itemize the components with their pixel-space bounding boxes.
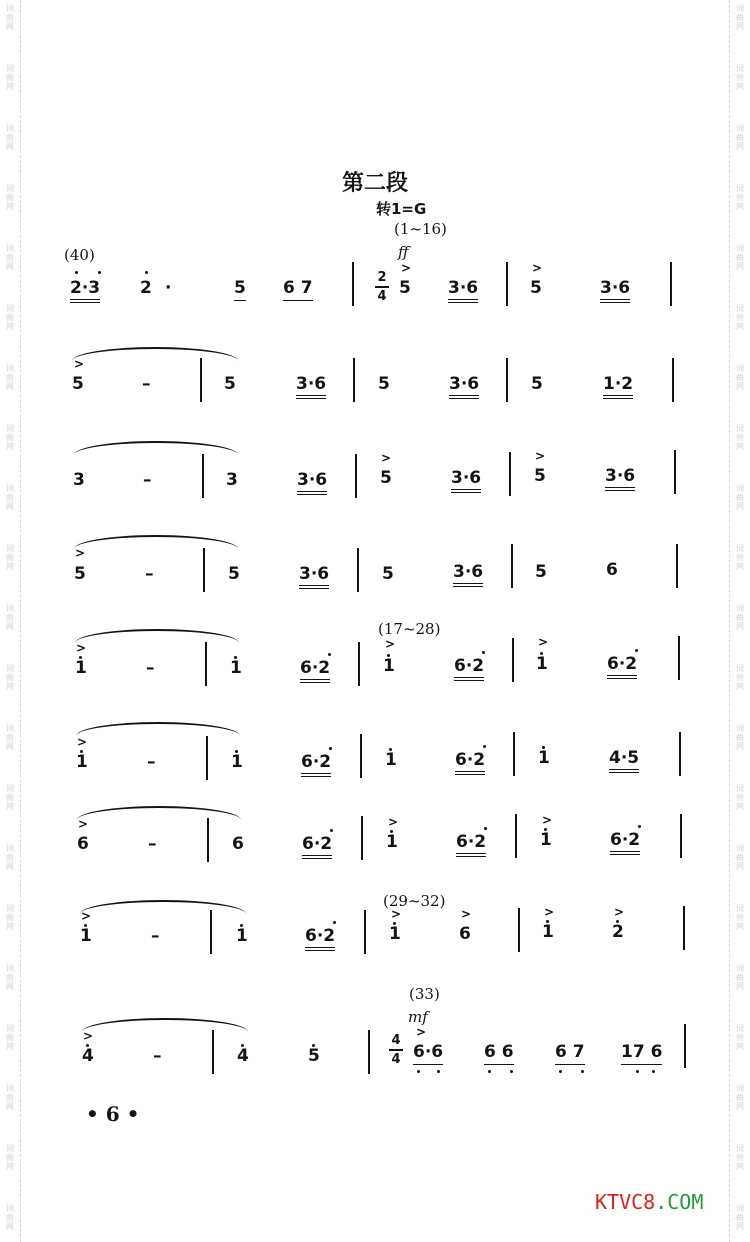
watermark-text: 词 曲 网 xyxy=(736,844,744,871)
barline xyxy=(360,734,362,778)
accent-mark: > xyxy=(77,735,88,749)
watermark-text: 词 曲 网 xyxy=(736,124,744,151)
sustain-dash: – xyxy=(146,658,155,678)
accent-mark: > xyxy=(461,907,472,921)
time-signature-4-4 xyxy=(389,1033,403,1067)
high-octave-dot xyxy=(635,649,638,652)
note: 1 xyxy=(389,924,401,944)
watermark-text: 词 曲 网 xyxy=(736,964,744,991)
measure-marker-33: (33) xyxy=(409,985,440,1003)
watermark-text: 词 曲 网 xyxy=(6,304,14,331)
section-title: 第二段 xyxy=(341,170,408,196)
note-group: 6·2 xyxy=(456,832,486,857)
barline xyxy=(684,1024,686,1068)
accent-mark: > xyxy=(544,905,555,919)
note-group: 6 7 xyxy=(555,1042,585,1065)
note: 6 xyxy=(606,560,618,580)
watermark-text: 词 曲 网 xyxy=(6,184,14,211)
low-octave-dot xyxy=(488,1070,491,1073)
note-group: 3·6 xyxy=(299,564,329,589)
note: 5 xyxy=(380,468,392,488)
accent-mark: > xyxy=(78,817,89,831)
accent-mark: > xyxy=(74,357,85,371)
note-group: 6·2 xyxy=(610,830,640,855)
note: 5 xyxy=(72,374,84,394)
watermark-text: 词 曲 网 xyxy=(736,544,744,571)
watermark-text: 词 曲 网 xyxy=(736,784,744,811)
accent-mark: > xyxy=(416,1025,427,1039)
accent-mark: > xyxy=(614,905,625,919)
barline xyxy=(200,358,202,402)
slur xyxy=(72,347,238,361)
note: 1 xyxy=(385,750,397,770)
measure-range-29-32: (29~32) xyxy=(383,892,446,910)
note: 5 xyxy=(531,374,543,394)
low-octave-dot xyxy=(417,1070,420,1073)
time-signature-rule xyxy=(375,286,389,288)
site-logo[interactable] xyxy=(595,1190,703,1214)
watermark-text: 词 曲 网 xyxy=(6,124,14,151)
barline xyxy=(678,636,680,680)
note: 1 xyxy=(383,656,395,676)
barline xyxy=(515,814,517,858)
note-group: 3·6 xyxy=(448,278,478,303)
accent-mark: > xyxy=(532,261,543,275)
note-group: 1·2 xyxy=(603,374,633,399)
note: 5 xyxy=(228,564,240,584)
note: 4 xyxy=(237,1046,249,1066)
watermark-text: 词 曲 网 xyxy=(6,844,14,871)
high-octave-dot xyxy=(638,825,641,828)
barline xyxy=(670,262,672,306)
note-group: 6·2 xyxy=(302,834,332,859)
barline xyxy=(361,816,363,860)
note-group: 3·6 xyxy=(600,278,630,303)
time-signature-denominator: 4 xyxy=(391,1051,401,1067)
note-group: 2·3 xyxy=(70,278,100,303)
watermark-text: 词 曲 网 xyxy=(6,964,14,991)
note: 5 xyxy=(74,564,86,584)
note: 1 xyxy=(540,830,552,850)
accent-mark: > xyxy=(385,637,396,651)
barline xyxy=(506,262,508,306)
watermark-text: 词 曲 网 xyxy=(736,1024,744,1051)
note-group: 17 6 xyxy=(621,1042,662,1065)
barline xyxy=(212,1030,214,1074)
note-group: 3·6 xyxy=(296,374,326,399)
barline xyxy=(368,1030,370,1074)
barline xyxy=(203,548,205,592)
watermark-text: 词 曲 网 xyxy=(6,1204,14,1231)
high-octave-dot xyxy=(330,829,333,832)
watermark-text: 词 曲 网 xyxy=(736,424,744,451)
site-logo-part: 8 xyxy=(643,1190,656,1214)
note: 1 xyxy=(230,658,242,678)
low-octave-dot xyxy=(510,1070,513,1073)
note: 5 xyxy=(308,1046,320,1066)
barline xyxy=(672,358,674,402)
note-group: 4·5 xyxy=(609,748,639,773)
watermark-text: 词 曲 网 xyxy=(736,4,744,31)
barline xyxy=(509,452,511,496)
watermark-text: 词 曲 网 xyxy=(6,244,14,271)
high-octave-dot xyxy=(75,271,78,274)
note: 3 xyxy=(226,470,238,490)
accent-mark: > xyxy=(401,261,412,275)
note-group: 6·2 xyxy=(305,926,335,951)
note: 2 xyxy=(140,278,152,298)
note-group: 6·2 xyxy=(455,750,485,775)
note: 6 xyxy=(77,834,89,854)
note: 1 xyxy=(386,832,398,852)
accent-mark: > xyxy=(388,815,399,829)
watermark-text: 词 曲 网 xyxy=(736,184,744,211)
note-group: 6·6 xyxy=(413,1042,443,1065)
note: 5 xyxy=(382,564,394,584)
key-signature: 转1=G xyxy=(376,200,427,218)
accent-mark: > xyxy=(535,449,546,463)
barline xyxy=(511,544,513,588)
high-octave-dot xyxy=(329,747,332,750)
slur xyxy=(74,441,238,455)
note: 1 xyxy=(538,748,550,768)
note-group: 6·2 xyxy=(300,658,330,683)
slur xyxy=(77,806,241,820)
watermark-text: 词 曲 网 xyxy=(736,244,744,271)
note: 1 xyxy=(236,926,248,946)
note: 6 xyxy=(459,924,471,944)
watermark-text: 词 曲 网 xyxy=(6,724,14,751)
watermark-text: 词 曲 网 xyxy=(736,724,744,751)
barline xyxy=(357,548,359,592)
note: 5 xyxy=(234,278,246,301)
slur xyxy=(75,629,239,643)
watermark-text: 词 曲 网 xyxy=(736,904,744,931)
note: 3 xyxy=(73,470,85,490)
high-octave-dot xyxy=(484,827,487,830)
time-signature-rule xyxy=(389,1049,403,1051)
barline xyxy=(683,906,685,950)
high-octave-dot xyxy=(98,271,101,274)
barline xyxy=(353,358,355,402)
barline xyxy=(202,454,204,498)
sustain-dash: – xyxy=(142,374,151,394)
time-signature-numerator: 4 xyxy=(391,1033,401,1048)
time-signature-numerator: 2 xyxy=(377,270,387,285)
note: 6 xyxy=(232,834,244,854)
high-octave-dot xyxy=(333,921,336,924)
note-group: 6·2 xyxy=(454,656,484,681)
watermark-text: 词 曲 网 xyxy=(6,484,14,511)
note-group: 3·6 xyxy=(449,374,479,399)
page-number: • 6 • xyxy=(86,1102,140,1126)
watermark-text: 词 曲 网 xyxy=(6,544,14,571)
accent-mark: > xyxy=(381,451,392,465)
watermark-text: 词 曲 网 xyxy=(6,424,14,451)
note-group: 3·6 xyxy=(451,468,481,493)
barline xyxy=(513,732,515,776)
sustain-dash: – xyxy=(151,926,160,946)
note: 1 xyxy=(231,752,243,772)
sustain-dash: – xyxy=(148,834,157,854)
time-signature-denominator: 4 xyxy=(377,288,387,304)
slur xyxy=(82,1018,248,1032)
watermark-text: 词 曲 网 xyxy=(736,304,744,331)
note: 5 xyxy=(378,374,390,394)
barline xyxy=(355,454,357,498)
low-octave-dot xyxy=(559,1070,562,1073)
watermark-text: 词 曲 网 xyxy=(6,1024,14,1051)
watermark-text: 词 曲 网 xyxy=(6,604,14,631)
accent-mark: > xyxy=(542,813,553,827)
barline xyxy=(364,910,366,954)
watermark-text: 词 曲 网 xyxy=(736,1204,744,1231)
accent-mark: > xyxy=(83,1029,94,1043)
note: 5 xyxy=(224,374,236,394)
note: 2 xyxy=(612,922,624,942)
dynamic-fortissimo: ff xyxy=(398,243,409,261)
sustain-dash: – xyxy=(143,470,152,490)
watermark-text: 词 曲 网 xyxy=(736,484,744,511)
barline xyxy=(206,736,208,780)
slur xyxy=(80,900,246,914)
slur xyxy=(76,722,240,736)
high-octave-dot xyxy=(482,651,485,654)
barline xyxy=(676,544,678,588)
note: 1 xyxy=(75,658,87,678)
site-logo-part: .COM xyxy=(655,1190,704,1214)
note-group: 6·2 xyxy=(607,654,637,679)
barline xyxy=(210,910,212,954)
barline xyxy=(506,358,508,402)
barline xyxy=(352,262,354,306)
measure-marker-40: (40) xyxy=(64,246,95,264)
accent-mark: > xyxy=(76,641,87,655)
note-group: 3·6 xyxy=(297,470,327,495)
watermark-text: 词 曲 网 xyxy=(6,1144,14,1171)
watermark-text: 词 曲 网 xyxy=(6,64,14,91)
barline xyxy=(674,450,676,494)
accent-mark: > xyxy=(391,907,402,921)
watermark-text: 词 曲 网 xyxy=(6,904,14,931)
barline xyxy=(518,908,520,952)
time-signature-2-4 xyxy=(375,270,389,304)
note: 1 xyxy=(76,752,88,772)
note-group: 6·2 xyxy=(301,752,331,777)
note-group: 6 6 xyxy=(484,1042,514,1065)
augmentation-dot: · xyxy=(165,278,172,298)
low-octave-dot xyxy=(636,1070,639,1073)
watermark-text: 词 曲 网 xyxy=(6,784,14,811)
note: 5 xyxy=(535,562,547,582)
accent-mark: > xyxy=(75,546,86,560)
barline xyxy=(512,638,514,682)
watermark-text: 词 曲 网 xyxy=(736,664,744,691)
sustain-dash: – xyxy=(147,752,156,772)
accent-mark: > xyxy=(538,635,549,649)
note: 1 xyxy=(80,926,92,946)
watermark-text: 词 曲 网 xyxy=(6,1084,14,1111)
sustain-dash: – xyxy=(153,1046,162,1066)
watermark-text: 词 曲 网 xyxy=(6,4,14,31)
watermark-text: 词 曲 网 xyxy=(6,664,14,691)
accent-mark: > xyxy=(81,909,92,923)
high-octave-dot xyxy=(145,271,148,274)
high-octave-dot xyxy=(328,653,331,656)
barline xyxy=(207,818,209,862)
barline xyxy=(358,642,360,686)
note-group: 6 7 xyxy=(283,278,313,301)
note-group: 3·6 xyxy=(453,562,483,587)
watermark-text: 词 曲 网 xyxy=(736,1144,744,1171)
barline xyxy=(679,732,681,776)
note: 5 xyxy=(530,278,542,298)
watermark-text: 词 曲 网 xyxy=(736,1084,744,1111)
low-octave-dot xyxy=(652,1070,655,1073)
low-octave-dot xyxy=(581,1070,584,1073)
measure-range-1-16: (1~16) xyxy=(394,220,447,238)
measure-range-17-28: (17~28) xyxy=(378,620,441,638)
watermark-text: 词 曲 网 xyxy=(736,604,744,631)
watermark-text: 词 曲 网 xyxy=(736,364,744,391)
note: 5 xyxy=(399,278,411,298)
barline xyxy=(680,814,682,858)
note: 4 xyxy=(82,1046,94,1066)
note: 1 xyxy=(536,654,548,674)
high-octave-dot xyxy=(483,745,486,748)
note-group: 3·6 xyxy=(605,466,635,491)
sustain-dash: – xyxy=(145,564,154,584)
note: 1 xyxy=(542,922,554,942)
watermark-text: 词 曲 网 xyxy=(6,364,14,391)
site-logo-part: KTVC xyxy=(595,1190,644,1214)
dynamic-mezzo-forte: mf xyxy=(408,1008,428,1026)
low-octave-dot xyxy=(437,1070,440,1073)
note: 5 xyxy=(534,466,546,486)
watermark-text: 词 曲 网 xyxy=(736,64,744,91)
barline xyxy=(205,642,207,686)
slur xyxy=(74,535,238,549)
